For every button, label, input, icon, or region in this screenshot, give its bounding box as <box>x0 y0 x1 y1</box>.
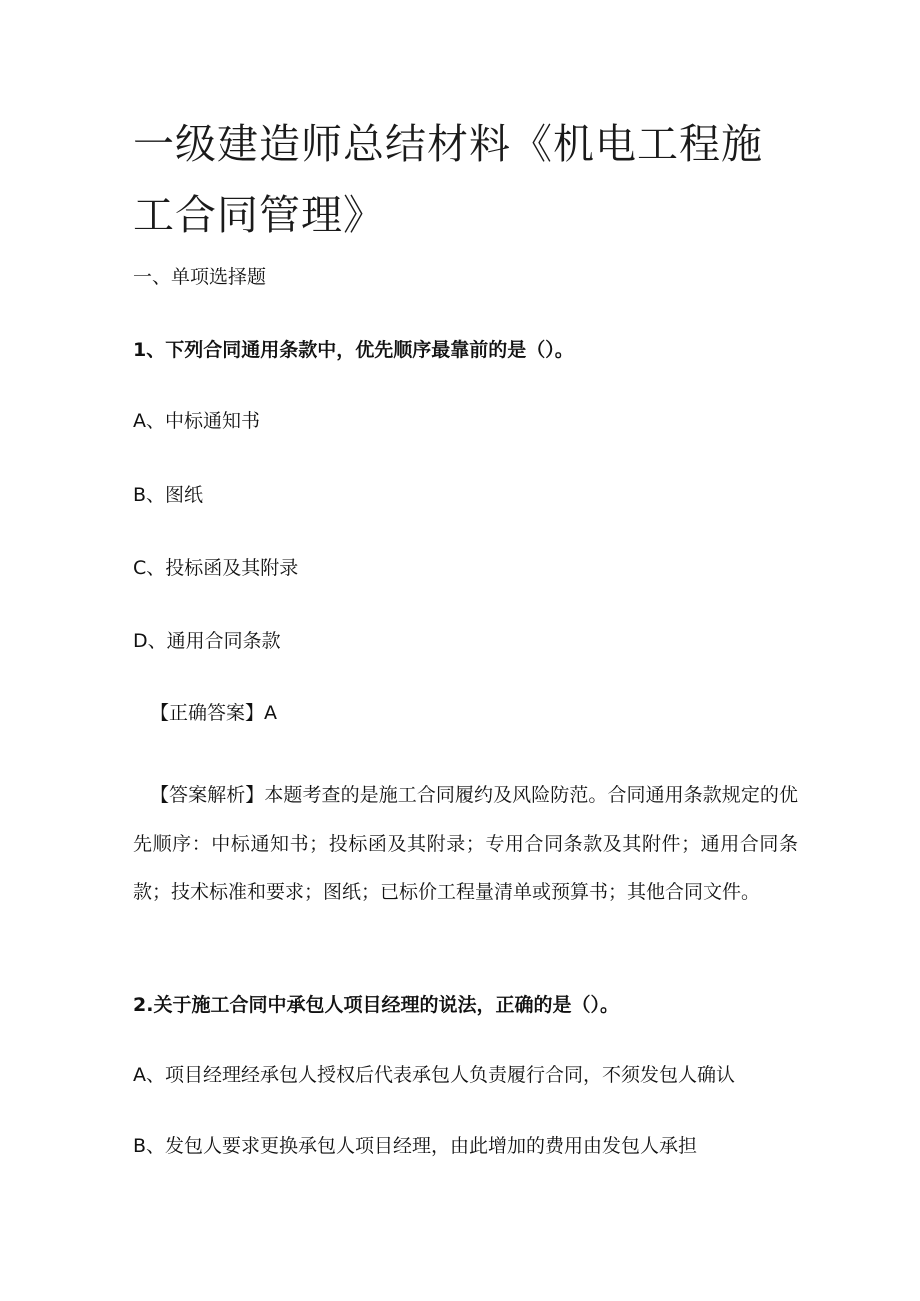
document-title-line-1: 一级建造师总结材料《机电工程施 <box>133 120 763 168</box>
question-2-option-b: B、发包人要求更换承包人项目经理，由此增加的费用由发包人承担 <box>133 1135 698 1157</box>
question-1-option-a: A、中标通知书 <box>133 410 260 432</box>
question-1-answer: 【正确答案】A <box>150 702 277 724</box>
section-heading: 一、单项选择题 <box>133 266 267 288</box>
document-title-line-2: 工合同管理》 <box>133 191 385 239</box>
question-1-stem: 1、下列合同通用条款中，优先顺序最靠前的是（）。 <box>133 339 574 361</box>
question-1-analysis: 【答案解析】本题考查的是施工合同履约及风险防范。合同通用条款规定的优先顺序：中标通知书；投标函及其附录；专用合同条款及其附件；通用合同条款；技术标准和要求；图纸；已标价工程量清单或预算书；其他合同文件。 <box>133 784 798 903</box>
question-1-option-d: D、通用合同条款 <box>133 630 281 652</box>
question-1-option-b: B、图纸 <box>133 484 204 506</box>
question-1-option-c: C、投标函及其附录 <box>133 557 299 579</box>
question-2-stem: 2.关于施工合同中承包人项目经理的说法，正确的是（）。 <box>133 994 619 1016</box>
question-2-option-a: A、项目经理经承包人授权后代表承包人负责履行合同，不须发包人确认 <box>133 1064 735 1086</box>
